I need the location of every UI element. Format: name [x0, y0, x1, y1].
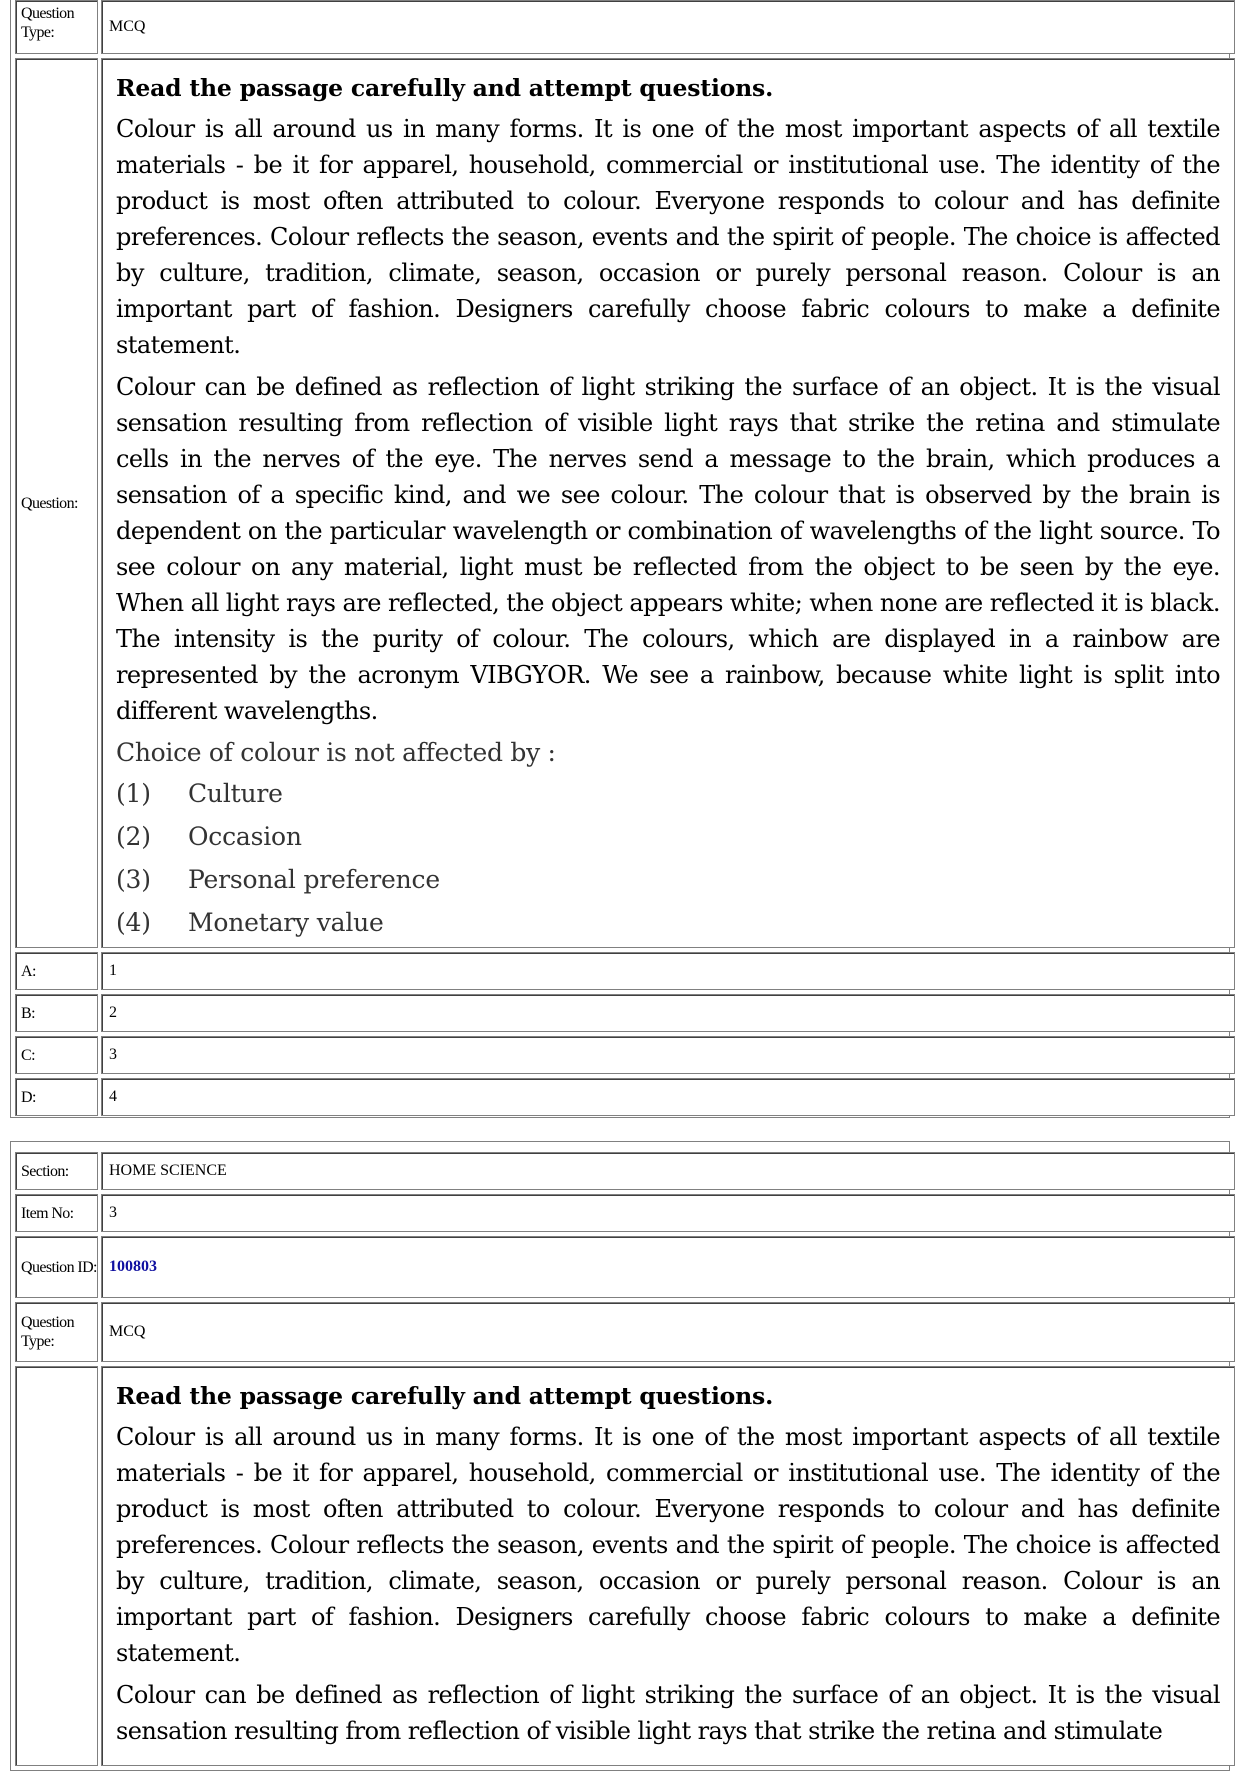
option-text: Personal preference — [188, 865, 440, 894]
answer-c-label: C: — [15, 1036, 98, 1074]
item-no-label: Item No: — [15, 1194, 98, 1232]
option-3 — [116, 865, 1220, 908]
question-type-label: Question Type: — [15, 1302, 98, 1362]
question-type-value: MCQ — [101, 1302, 1235, 1362]
passage-heading: Read the passage carefully and attempt questions. — [116, 74, 774, 102]
question-type-label: Question Type: — [15, 0, 98, 54]
question-id-value: 100803 — [101, 1236, 1235, 1298]
question-prompt: Choice of colour is not affected by : — [116, 738, 556, 767]
passage-paragraph-2: Colour can be defined as reflection of light striking the surface of an object. It is the visual sensation resulting from reflection of visible light rays that strike the retina and stimulate cells in the nerves of the eye. The nerves send a message to the brain, which produces a sensation of a specific kind, and we see colour. The colour that is observed by the brain is dependent on the particular wavelength or combination of wavelengths of the light source. To see colour on any material, light must be reflected from the object to be seen by the eye. When all light rays are reflected, the object appears white; when none are reflected it is black. The intensity is the purity of colour. The colours, which are displayed in a rainbow are represented by the acronym VIBGYOR. We see a rainbow, because white light is split into different wavelengths. — [116, 373, 1220, 725]
answer-c-value: 3 — [101, 1036, 1235, 1074]
option-text: Monetary value — [188, 908, 384, 937]
question-id-label: Question ID: — [15, 1236, 98, 1298]
option-2 — [116, 822, 1220, 865]
option-4 — [116, 908, 1220, 951]
answer-b-label: B: — [15, 994, 98, 1032]
section-value: HOME SCIENCE — [101, 1152, 1235, 1190]
answer-a-value: 1 — [101, 952, 1235, 990]
question-label-2 — [15, 1366, 98, 1766]
option-number: (3) — [116, 865, 151, 894]
item-no-value: 3 — [101, 1194, 1235, 1232]
answer-b-value: 2 — [101, 994, 1235, 1032]
question-content-2 — [101, 1366, 1235, 1766]
passage-paragraph-1: Colour is all around us in many forms. It is one of the most important aspects of all textile materials - be it for apparel, household, commercial or institutional use. The identity of the product is most often attributed to colour. Everyone responds to colour and has definite preferences. Colour reflects the season, events and the spirit of people. The choice is affected by culture, tradition, climate, season, occasion or purely personal reason. Colour is an important part of fashion. Designers carefully choose fabric colours to make a definite statement. — [116, 115, 1220, 359]
option-number: (4) — [116, 908, 151, 937]
answer-d-value: 4 — [101, 1078, 1235, 1116]
section-label: Section: — [15, 1152, 98, 1190]
question-type-value: MCQ — [101, 0, 1235, 54]
passage-heading: Read the passage carefully and attempt questions. — [116, 1382, 774, 1410]
option-1 — [116, 779, 1220, 822]
option-number: (2) — [116, 822, 151, 851]
option-text: Culture — [188, 779, 283, 808]
passage-paragraph-1: Colour is all around us in many forms. It is one of the most important aspects of all textile materials - be it for apparel, household, commercial or institutional use. The identity of the product is most often attributed to colour. Everyone responds to colour and has definite preferences. Colour reflects the season, events and the spirit of people. The choice is affected by culture, tradition, climate, season, occasion or purely personal reason. Colour is an important part of fashion. Designers carefully choose fabric colours to make a definite statement. — [116, 1423, 1220, 1667]
option-text: Occasion — [188, 822, 302, 851]
answer-a-label: A: — [15, 952, 98, 990]
question-label: Question: — [15, 58, 98, 948]
answer-d-label: D: — [15, 1078, 98, 1116]
option-number: (1) — [116, 779, 151, 808]
question-content — [101, 58, 1235, 948]
passage-paragraph-2: Colour can be defined as reflection of light striking the surface of an object. It is the visual sensation resulting from reflection of visible light rays that strike the retina and stimulate — [116, 1681, 1220, 1745]
